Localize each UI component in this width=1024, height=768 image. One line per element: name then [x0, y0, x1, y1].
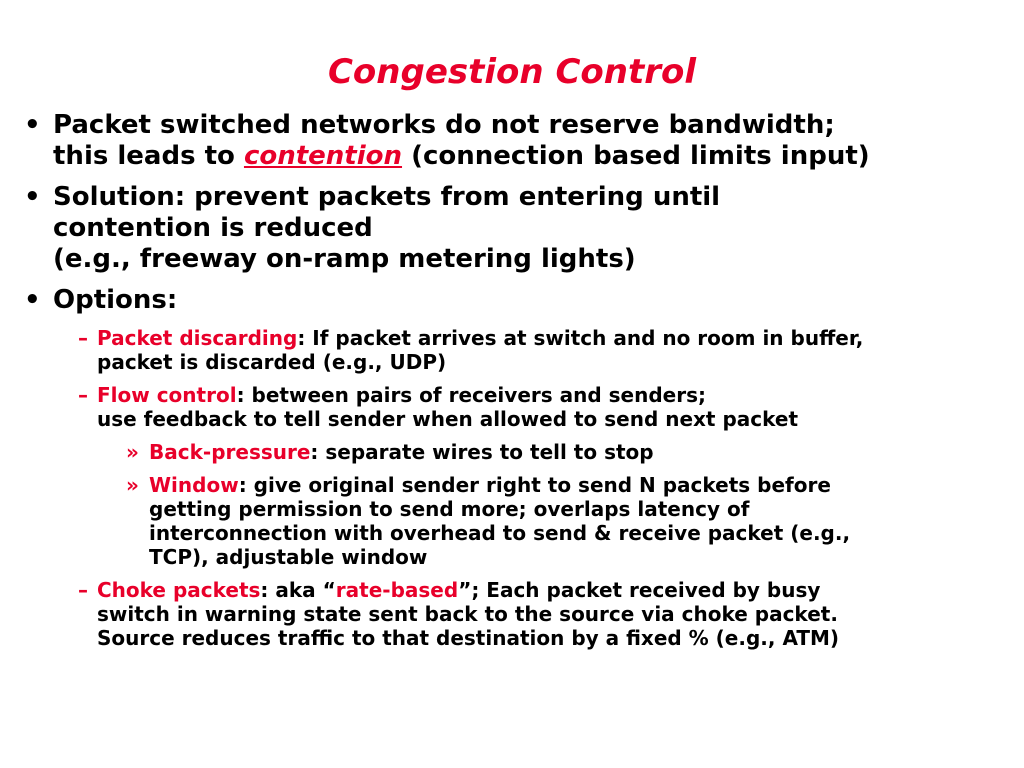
chevron-marker: »	[126, 473, 139, 497]
bullet-bandwidth	[18, 110, 1008, 172]
bullet-text: this leads to	[53, 141, 244, 171]
option-flow-control	[78, 383, 1008, 431]
suboption-line: TCP), adjustable window	[149, 545, 428, 569]
option-term-rate-based: rate-based	[335, 578, 459, 602]
suboption-text: : separate wires to tell to stop	[310, 440, 654, 464]
suboption-line	[149, 473, 1008, 497]
option-text: : If packet arrives at switch and no room in buffer,	[297, 326, 864, 350]
bullet-options	[18, 285, 1008, 316]
option-line: use feedback to tell sender when allowed to send next packet	[97, 407, 799, 431]
option-text: : aka “	[260, 578, 336, 602]
suboption-line: interconnection with overhead to send & receive packet (e.g.,	[149, 521, 851, 545]
dash-marker: –	[78, 326, 88, 350]
option-term: Packet discarding	[97, 326, 298, 350]
option-packet-discarding	[78, 326, 1008, 374]
option-text: ”; Each packet received by busy	[458, 578, 821, 602]
bullet-line: contention is reduced	[53, 213, 373, 243]
bullet-line	[53, 141, 1008, 172]
bullet-marker: •	[24, 110, 41, 140]
slide-title: Congestion Control	[327, 52, 696, 92]
option-line: Source reduces traffic to that destination by a fixed % (e.g., ATM)	[97, 626, 840, 650]
bullet-line: Options:	[53, 285, 178, 315]
option-term: Flow control	[97, 383, 237, 407]
slide-content	[18, 110, 1008, 659]
option-text: : between pairs of receivers and senders;	[236, 383, 706, 407]
option-term: Choke packets	[97, 578, 261, 602]
option-choke-packets	[78, 578, 1008, 650]
bullet-text: (connection based limits input)	[402, 141, 870, 171]
suboption-window	[126, 473, 1008, 569]
option-line: packet is discarded (e.g., UDP)	[97, 350, 447, 374]
bullet-marker: •	[24, 182, 41, 212]
bullet-marker: •	[24, 285, 41, 315]
bullet-line: Packet switched networks do not reserve bandwidth;	[53, 110, 835, 140]
suboption-line: getting permission to send more; overlaps latency of	[149, 497, 750, 521]
dash-marker: –	[78, 383, 88, 407]
option-line: switch in warning state sent back to the source via choke packet.	[97, 602, 838, 626]
bullet-solution	[18, 182, 1008, 275]
bullet-line: Solution: prevent packets from entering until	[53, 182, 721, 212]
dash-marker: –	[78, 578, 88, 602]
bullet-line: (e.g., freeway on-ramp metering lights)	[53, 244, 636, 274]
suboption-term: Back-pressure	[149, 440, 311, 464]
option-line	[97, 578, 1008, 602]
suboption-line	[149, 440, 1008, 464]
suboption-text: : give original sender right to send N packets before	[238, 473, 831, 497]
option-line	[97, 326, 1008, 350]
chevron-marker: »	[126, 440, 139, 464]
suboption-back-pressure	[126, 440, 1008, 464]
option-line	[97, 383, 1008, 407]
contention-highlight: contention	[243, 141, 403, 171]
suboption-term: Window	[149, 473, 239, 497]
